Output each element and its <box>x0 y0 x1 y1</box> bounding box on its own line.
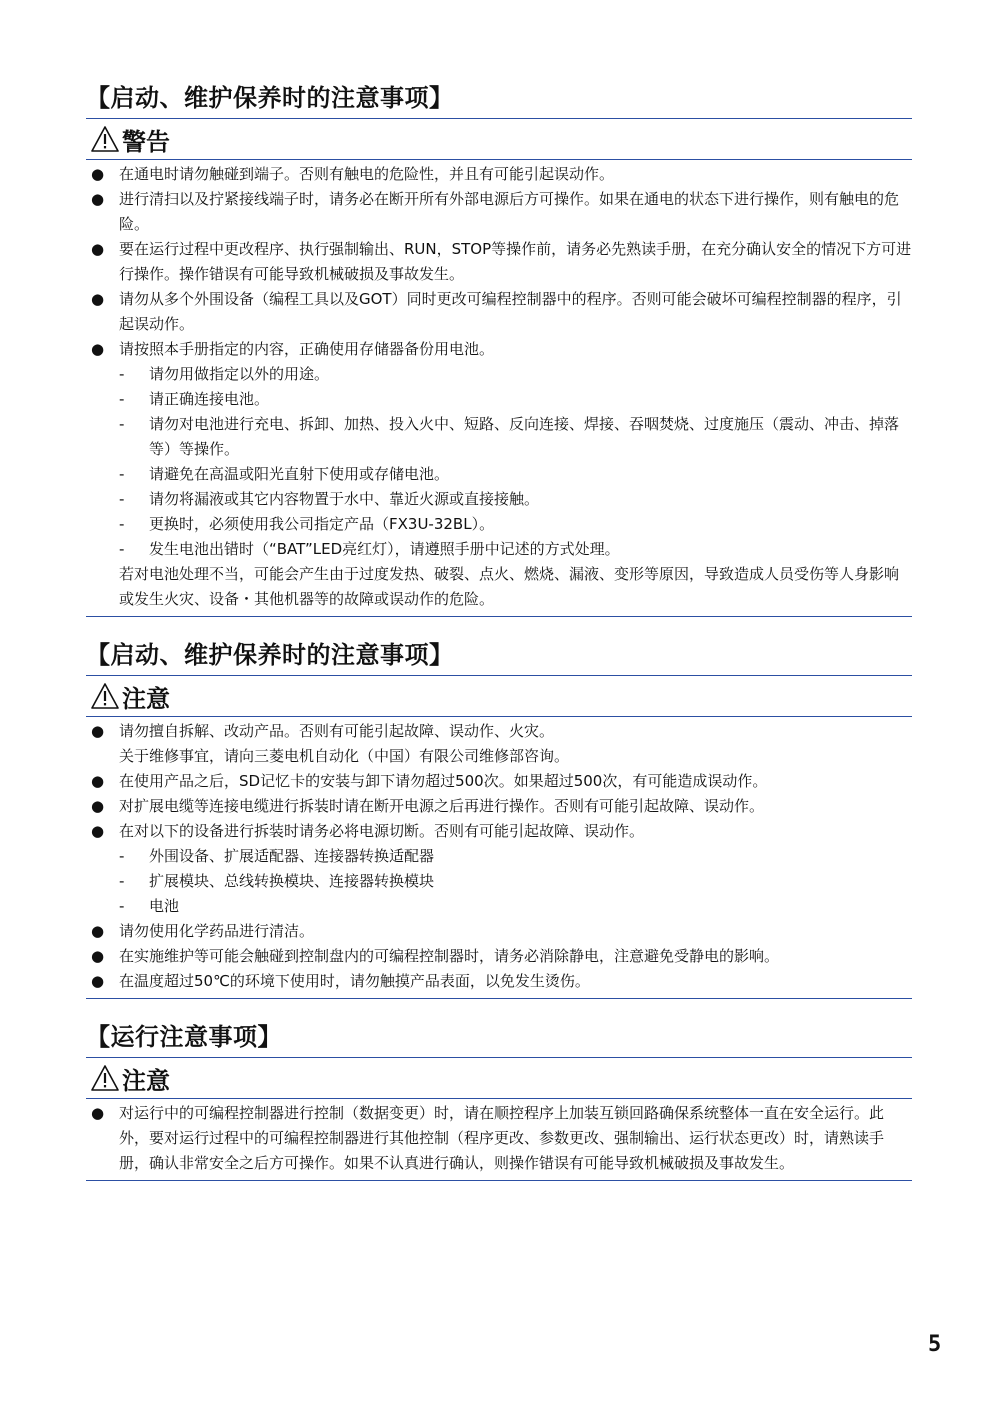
level-header <box>86 675 912 717</box>
bullet-item <box>86 287 912 337</box>
dash-marker: - <box>119 540 125 558</box>
line-text: 更换时，必须使用我公司指定产品（FX3U-32BL）。 <box>149 515 495 533</box>
dash-marker: - <box>119 897 125 915</box>
bullet-item <box>86 237 912 287</box>
line-text: 在实施维护等可能会触碰到控制盘内的可编程控制器时，请务必消除静电，注意避免受静电的影响。 <box>119 947 780 965</box>
bullet-item <box>86 944 912 969</box>
dash-marker: - <box>119 365 125 383</box>
line-text: 请按照本手册指定的内容，正确使用存储器备份用电池。 <box>119 340 495 358</box>
dash-item <box>86 362 912 387</box>
line-text: 在对以下的设备进行拆装时请务必将电源切断。否则有可能引起故障、误动作。 <box>119 822 645 840</box>
dash-item <box>86 412 912 462</box>
level-label: 注意 <box>122 1066 170 1095</box>
dash-item <box>86 462 912 487</box>
caution-triangle-icon <box>90 682 120 710</box>
bullet-marker: ● <box>91 722 105 740</box>
line-text: 在通电时请勿触碰到端子。否则有触电的危险性，并且有可能引起误动作。 <box>119 165 615 183</box>
bullet-item <box>86 719 912 744</box>
document-page <box>86 78 912 1199</box>
warning-triangle-icon <box>90 125 120 153</box>
dash-item <box>86 869 912 894</box>
section-title: 【运行注意事项】 <box>86 1023 282 1051</box>
dash-item <box>86 387 912 412</box>
bullet-item <box>86 794 912 819</box>
notice-body <box>86 717 912 999</box>
bullet-item <box>86 819 912 844</box>
notice-body <box>86 1099 912 1181</box>
line-text: 请勿从多个外围设备（编程工具以及GOT）同时更改可编程控制器中的程序。否则可能会破坏可编程控制器的程序，引起误动作。 <box>119 290 902 333</box>
line-text: 在使用产品之后，SD记忆卡的安装与卸下请勿超过500次。如果超过500次，有可能造成误动作。 <box>119 772 768 790</box>
line-text: 请勿擅自拆解、改动产品。否则有可能引起故障、误动作、火灾。 <box>119 722 555 740</box>
section-title: 【启动、维护保养时的注意事项】 <box>86 641 454 669</box>
line-text: 请勿用做指定以外的用途。 <box>149 365 330 383</box>
line-text: 对运行中的可编程控制器进行控制（数据变更）时，请在顺控程序上加装互锁回路确保系统整体一直在安全运行。此外，要对运行过程中的可编程控制器进行其他控制（程序更改、参数更改、强制输出、运行状态更改）时，请熟读手册，确认非常安全之后方可操作。如果不认真进行确认，则操作错误有可能导致机械破损及事故发生。 <box>119 1104 885 1172</box>
dash-marker: - <box>119 390 125 408</box>
line-text: 若对电池处理不当，可能会产生由于过度发热、破裂、点火、燃烧、漏液、变形等原因，导致造成人员受伤等人身影响或发生火灾、设备・其他机器等的故障或误动作的危险。 <box>119 565 900 608</box>
bullet-marker: ● <box>91 240 105 258</box>
level-header <box>86 1057 912 1099</box>
bullet-marker: ● <box>91 922 105 940</box>
notice-body <box>86 160 912 617</box>
dash-item <box>86 487 912 512</box>
line-text: 请勿对电池进行充电、拆卸、加热、投入火中、短路、反向连接、焊接、吞咽焚烧、过度施压（震动、冲击、掉落等）等操作。 <box>149 415 900 458</box>
line-text: 请勿将漏液或其它内容物置于水中、靠近火源或直接接触。 <box>149 490 540 508</box>
dash-item <box>86 844 912 869</box>
bullet-marker: ● <box>91 165 105 183</box>
line-text: 进行清扫以及拧紧接线端子时，请务必在断开所有外部电源后方可操作。如果在通电的状态下进行操作，则有触电的危险。 <box>119 190 900 233</box>
dash-item <box>86 894 912 919</box>
dash-marker: - <box>119 515 125 533</box>
notice-section <box>86 78 912 617</box>
line-text: 关于维修事宜，请向三菱电机自动化（中国）有限公司维修部咨询。 <box>119 747 570 765</box>
dash-marker: - <box>119 490 125 508</box>
line-text: 请避免在高温或阳光直射下使用或存储电池。 <box>149 465 450 483</box>
section-title: 【启动、维护保养时的注意事项】 <box>86 84 454 112</box>
level-label: 注意 <box>122 684 170 713</box>
bullet-marker: ● <box>91 290 105 308</box>
bullet-item <box>86 969 912 994</box>
dash-item <box>86 537 912 562</box>
note-text <box>86 562 912 612</box>
bullet-item <box>86 769 912 794</box>
line-text: 在温度超过50℃的环境下使用时，请勿触摸产品表面，以免发生烫伤。 <box>119 972 590 990</box>
dash-marker: - <box>119 465 125 483</box>
notice-section <box>86 635 912 999</box>
dash-marker: - <box>119 847 125 865</box>
line-text: 请勿使用化学药品进行清洁。 <box>119 922 315 940</box>
bullet-item <box>86 919 912 944</box>
level-header <box>86 118 912 160</box>
line-text: 对扩展电缆等连接电缆进行拆装时请在断开电源之后再进行操作。否则有可能引起故障、误动作。 <box>119 797 765 815</box>
bullet-marker: ● <box>91 772 105 790</box>
bullet-marker: ● <box>91 822 105 840</box>
dash-marker: - <box>119 872 125 890</box>
bullet-item <box>86 337 912 362</box>
level-label: 警告 <box>122 127 170 156</box>
dash-item <box>86 512 912 537</box>
bullet-item <box>86 1101 912 1176</box>
line-text: 要在运行过程中更改程序、执行强制输出、RUN，STOP等操作前，请务必先熟读手册，在充分确认安全的情况下方可进行操作。操作错误有可能导致机械破损及事故发生。 <box>119 240 912 283</box>
line-text: 扩展模块、总线转换模块、连接器转换模块 <box>149 872 435 890</box>
bullet-marker: ● <box>91 947 105 965</box>
dash-marker: - <box>119 415 125 433</box>
line-text: 发生电池出错时（“BAT”LED亮红灯），请遵照手册中记述的方式处理。 <box>149 540 620 558</box>
bullet-item <box>86 187 912 237</box>
line-text: 电池 <box>149 897 180 915</box>
bullet-marker: ● <box>91 797 105 815</box>
bullet-marker: ● <box>91 190 105 208</box>
bullet-marker: ● <box>91 972 105 990</box>
caution-triangle-icon <box>90 1064 120 1092</box>
note-text <box>86 744 912 769</box>
bullet-marker: ● <box>91 340 105 358</box>
page-number: 5 <box>928 1332 942 1357</box>
bullet-marker: ● <box>91 1104 105 1122</box>
notice-section <box>86 1017 912 1181</box>
line-text: 请正确连接电池。 <box>149 390 270 408</box>
line-text: 外围设备、扩展适配器、连接器转换适配器 <box>149 847 435 865</box>
bullet-item <box>86 162 912 187</box>
